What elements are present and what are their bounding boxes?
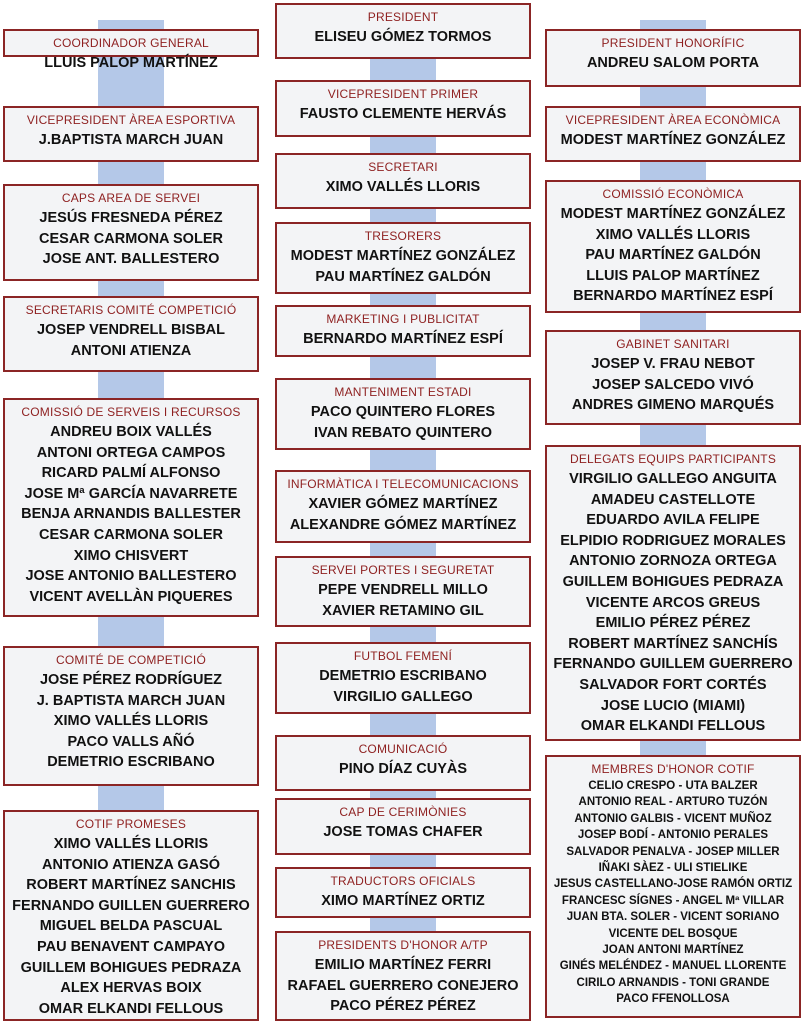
- member-list: [5, 834, 257, 1019]
- member-name: GUILLEM BOHIGUES PEDRAZA: [20, 959, 242, 976]
- org-box: [3, 29, 259, 71]
- member-name: ROBERT MARTÍNEZ SANCHÍS: [568, 635, 778, 652]
- member-list: [547, 354, 799, 416]
- org-box: [275, 556, 531, 627]
- member-name: LLUIS PALOP MARTÍNEZ: [44, 55, 218, 71]
- member-name: JOSE ANTONIO BALLESTERO: [25, 568, 237, 585]
- member-name: PINO DÍAZ CUYÀS: [338, 761, 468, 777]
- box-title: SECRETARI: [368, 160, 438, 174]
- member-name: ELISEU GÓMEZ TORMOS: [314, 29, 492, 45]
- member-list: [277, 580, 529, 621]
- member-name: XIMO VALLÉS LLORIS: [53, 713, 209, 730]
- member-name: MODEST MARTÍNEZ GONZÁLEZ: [560, 206, 786, 222]
- member-list: [277, 246, 529, 287]
- org-box: [545, 106, 801, 162]
- member-name: VIRGILIO GALLEGO ANGUITA: [569, 471, 777, 487]
- member-name: ANTONIO REAL - ARTURO TUZÓN: [578, 796, 768, 809]
- member-name: JOSE PÉREZ RODRÍGUEZ: [39, 672, 223, 688]
- member-name: JOAN ANTONI MARTÍNEZ: [602, 944, 744, 957]
- member-name: XIMO VALLÉS LLORIS: [53, 836, 209, 852]
- member-list: [277, 329, 529, 350]
- member-name: EDUARDO AVILA FELIPE: [586, 512, 760, 529]
- member-name: ANTONI ATIENZA: [70, 342, 192, 359]
- member-name: XAVIER RETAMINO GIL: [322, 602, 484, 619]
- member-name: JESÚS FRESNEDA PÉREZ: [39, 210, 223, 226]
- right-column: [545, 0, 801, 1024]
- member-list: [277, 494, 529, 535]
- member-name: MODEST MARTÍNEZ GONZÁLEZ: [560, 132, 786, 148]
- box-title: PRESIDENT: [367, 10, 439, 24]
- member-name: PAU MARTÍNEZ GALDÓN: [585, 247, 761, 264]
- member-name: JOSE TOMAS CHAFER: [323, 824, 483, 840]
- member-name: CELIO CRESPO - UTA BALZER: [588, 780, 758, 792]
- member-list: [547, 130, 799, 151]
- member-name: XIMO CHISVERT: [73, 547, 189, 564]
- org-box: [275, 3, 531, 59]
- box-title: SERVEI PORTES I SEGURETAT: [311, 563, 495, 577]
- member-name: JOSE ANT. BALLESTERO: [42, 251, 220, 268]
- member-name: VIRGILIO GALLEGO: [333, 688, 473, 705]
- org-box: [545, 29, 801, 87]
- member-name: ANTONIO ZORNOZA ORTEGA: [569, 553, 777, 570]
- member-name: BERNARDO MARTÍNEZ ESPÍ: [573, 288, 773, 305]
- box-title: CAP DE CERIMÒNIES: [339, 805, 467, 819]
- org-box: [275, 378, 531, 450]
- member-name: JOSEP V. FRAU NEBOT: [591, 356, 755, 372]
- member-name: GUILLEM BOHIGUES PEDRAZA: [562, 573, 784, 590]
- member-name: LLUIS PALOP MARTÍNEZ: [586, 267, 760, 284]
- middle-column: [275, 0, 531, 1024]
- org-box: [545, 755, 801, 1018]
- member-list: [547, 53, 799, 74]
- member-name: MODEST MARTÍNEZ GONZÁLEZ: [290, 248, 516, 264]
- org-box: [275, 80, 531, 137]
- org-box: [275, 735, 531, 791]
- box-title: COMISSIÓ DE SERVEIS I RECURSOS: [21, 405, 241, 419]
- member-list: [5, 53, 257, 74]
- member-name: ROBERT MARTÍNEZ SANCHIS: [26, 877, 236, 894]
- member-name: BERNARDO MARTÍNEZ ESPÍ: [303, 331, 503, 347]
- org-box: [275, 305, 531, 357]
- member-name: ANTONIO ATIENZA GASÓ: [41, 856, 221, 873]
- member-name: ELPIDIO RODRIGUEZ MORALES: [560, 532, 786, 549]
- member-list: [5, 320, 257, 361]
- box-title: PRESIDENT HONORÍFIC: [601, 36, 745, 50]
- member-list: [5, 208, 257, 270]
- org-box: [3, 810, 259, 1021]
- member-name: DEMETRIO ESCRIBANO: [47, 754, 215, 771]
- box-title: COMITÉ DE COMPETICIÓ: [55, 653, 206, 667]
- member-name: XIMO MARTÍNEZ ORTIZ: [321, 893, 485, 909]
- member-list: [547, 778, 799, 1008]
- box-title: PRESIDENTS D'HONOR A/TP: [318, 938, 488, 952]
- member-name: JOSE LUCIO (MIAMI): [600, 697, 746, 714]
- member-list: [277, 759, 529, 780]
- member-name: XAVIER GÓMEZ MARTÍNEZ: [308, 496, 498, 512]
- member-name: EMILIO PÉREZ PÉREZ: [595, 615, 751, 632]
- box-title: MARKETING I PUBLICITAT: [326, 312, 480, 326]
- member-name: ALEXANDRE GÓMEZ MARTÍNEZ: [289, 516, 517, 533]
- member-name: AMADEU CASTELLOTE: [590, 491, 756, 508]
- member-name: ANDREU SALOM PORTA: [586, 55, 760, 71]
- member-name: PACO VALLS AÑÓ: [67, 733, 195, 750]
- member-name: J.BAPTISTA MARCH JUAN: [38, 132, 224, 148]
- member-name: FERNANDO GUILLEM GUERRERO: [553, 656, 793, 673]
- member-name: CESAR CARMONA SOLER: [39, 526, 223, 543]
- org-box: [545, 330, 801, 425]
- box-title: COTIF PROMESES: [75, 817, 187, 831]
- member-name: ANDRES GIMENO MARQUÉS: [571, 397, 775, 414]
- org-box: [275, 470, 531, 543]
- member-name: PACO PÉREZ PÉREZ: [330, 998, 476, 1015]
- member-name: IVAN REBATO QUINTERO: [313, 424, 493, 441]
- org-box: [3, 296, 259, 372]
- org-box: [275, 153, 531, 209]
- member-list: [277, 955, 529, 1017]
- org-box: [275, 642, 531, 714]
- member-name: JUAN BTA. SOLER - VICENT SORIANO: [566, 911, 780, 924]
- member-name: FERNANDO GUILLEN GUERRERO: [12, 897, 250, 914]
- member-name: VICENTE ARCOS GREUS: [585, 594, 761, 611]
- box-title: TRESORERS: [364, 229, 442, 243]
- member-name: J. BAPTISTA MARCH JUAN: [36, 692, 226, 709]
- member-name: PAU MARTÍNEZ GALDÓN: [315, 268, 491, 285]
- member-list: [277, 666, 529, 707]
- box-title: VICEPRESIDENT ÀREA ESPORTIVA: [26, 113, 236, 127]
- member-name: DEMETRIO ESCRIBANO: [319, 668, 487, 684]
- member-name: ANDREU BOIX VALLÉS: [50, 424, 212, 440]
- member-name: ANTONIO GALBIS - VICENT MUÑOZ: [574, 812, 772, 825]
- box-title: MANTENIMENT ESTADI: [334, 385, 472, 399]
- member-name: JOSE Mª GARCÍA NAVARRETE: [24, 485, 238, 502]
- member-list: [547, 469, 799, 737]
- org-box: [275, 867, 531, 918]
- org-box: [3, 184, 259, 281]
- box-title: VICEPRESIDENT ÀREA ECONÒMICA: [565, 113, 781, 127]
- member-name: SALVADOR FORT CORTÉS: [579, 676, 767, 693]
- member-name: EMILIO MARTÍNEZ FERRI: [314, 957, 492, 973]
- member-name: GINÉS MELÉNDEZ - MANUEL LLORENTE: [559, 960, 787, 973]
- box-title: INFORMÀTICA I TELECOMUNICACIONS: [287, 477, 519, 491]
- member-name: VICENTE DEL BOSQUE: [608, 927, 738, 940]
- member-name: FAUSTO CLEMENTE HERVÁS: [299, 106, 507, 122]
- org-box: [275, 798, 531, 855]
- box-title: TRADUCTORS OFICIALS: [330, 874, 476, 888]
- member-list: [277, 104, 529, 125]
- member-name: FRANCESC SÍGNES - ANGEL Mª VILLAR: [561, 894, 785, 907]
- member-list: [277, 177, 529, 198]
- box-title: SECRETARIS COMITÉ COMPETICIÓ: [25, 303, 237, 317]
- org-box: [3, 398, 259, 617]
- member-name: PACO FFENOLLOSA: [616, 993, 730, 1006]
- member-name: OMAR ELKANDI FELLOUS: [580, 718, 766, 735]
- member-name: CIRILO ARNANDIS - TONI GRANDE: [576, 976, 770, 989]
- member-name: JOSEP SALCEDO VIVÓ: [592, 376, 754, 393]
- org-box: [3, 106, 259, 162]
- member-name: ANTONI ORTEGA CAMPOS: [36, 444, 226, 461]
- member-name: JESUS CASTELLANO-JOSE RAMÓN ORTIZ: [553, 878, 793, 891]
- box-title: DELEGATS EQUIPS PARTICIPANTS: [569, 452, 777, 466]
- member-name: PAU BENAVENT CAMPAYO: [37, 938, 225, 955]
- member-name: JOSEP BODÍ - ANTONIO PERALES: [577, 829, 769, 842]
- member-list: [277, 402, 529, 443]
- member-name: XIMO VALLÉS LLORIS: [325, 179, 481, 195]
- box-title: COMISSIÓ ECONÒMICA: [602, 187, 744, 201]
- member-name: OMAR ELKANDI FELLOUS: [38, 1000, 224, 1017]
- member-list: [5, 422, 257, 607]
- box-title: VICEPRESIDENT PRIMER: [327, 87, 479, 101]
- org-box: [3, 646, 259, 786]
- member-name: ALEX HERVAS BOIX: [60, 980, 202, 997]
- org-box: [275, 931, 531, 1021]
- box-title: MEMBRES D'HONOR COTIF: [591, 762, 755, 776]
- member-list: [5, 130, 257, 151]
- left-column: [3, 0, 259, 1024]
- member-name: JOSEP VENDRELL BISBAL: [36, 322, 225, 338]
- member-list: [277, 27, 529, 48]
- member-list: [277, 891, 529, 912]
- org-box: [275, 222, 531, 294]
- member-name: PACO QUINTERO FLORES: [310, 404, 496, 420]
- box-title: GABINET SANITARI: [616, 337, 730, 351]
- member-name: IÑAKI SÀEZ - ULI STIELIKE: [598, 862, 748, 875]
- member-name: SALVADOR PENALVA - JOSEP MILLER: [566, 845, 780, 858]
- member-name: XIMO VALLÉS LLORIS: [595, 226, 751, 243]
- box-title: COORDINADOR GENERAL: [53, 36, 209, 50]
- member-name: VICENT AVELLÀN PIQUERES: [29, 588, 233, 605]
- org-box: [545, 180, 801, 313]
- member-name: MIGUEL BELDA PASCUAL: [39, 918, 223, 935]
- member-name: RAFAEL GUERRERO CONEJERO: [287, 977, 519, 994]
- member-list: [547, 204, 799, 307]
- box-title: CAPS AREA DE SERVEI: [61, 191, 201, 205]
- member-list: [5, 670, 257, 773]
- member-name: PEPE VENDRELL MILLO: [318, 582, 488, 598]
- member-name: BENJA ARNANDIS BALLESTER: [21, 506, 241, 523]
- box-title: FUTBOL FEMENÍ: [353, 649, 453, 663]
- org-box: [545, 445, 801, 741]
- box-title: COMUNICACIÓ: [358, 742, 448, 756]
- member-list: [277, 822, 529, 843]
- member-name: CESAR CARMONA SOLER: [39, 230, 223, 247]
- member-name: RICARD PALMÍ ALFONSO: [41, 465, 221, 482]
